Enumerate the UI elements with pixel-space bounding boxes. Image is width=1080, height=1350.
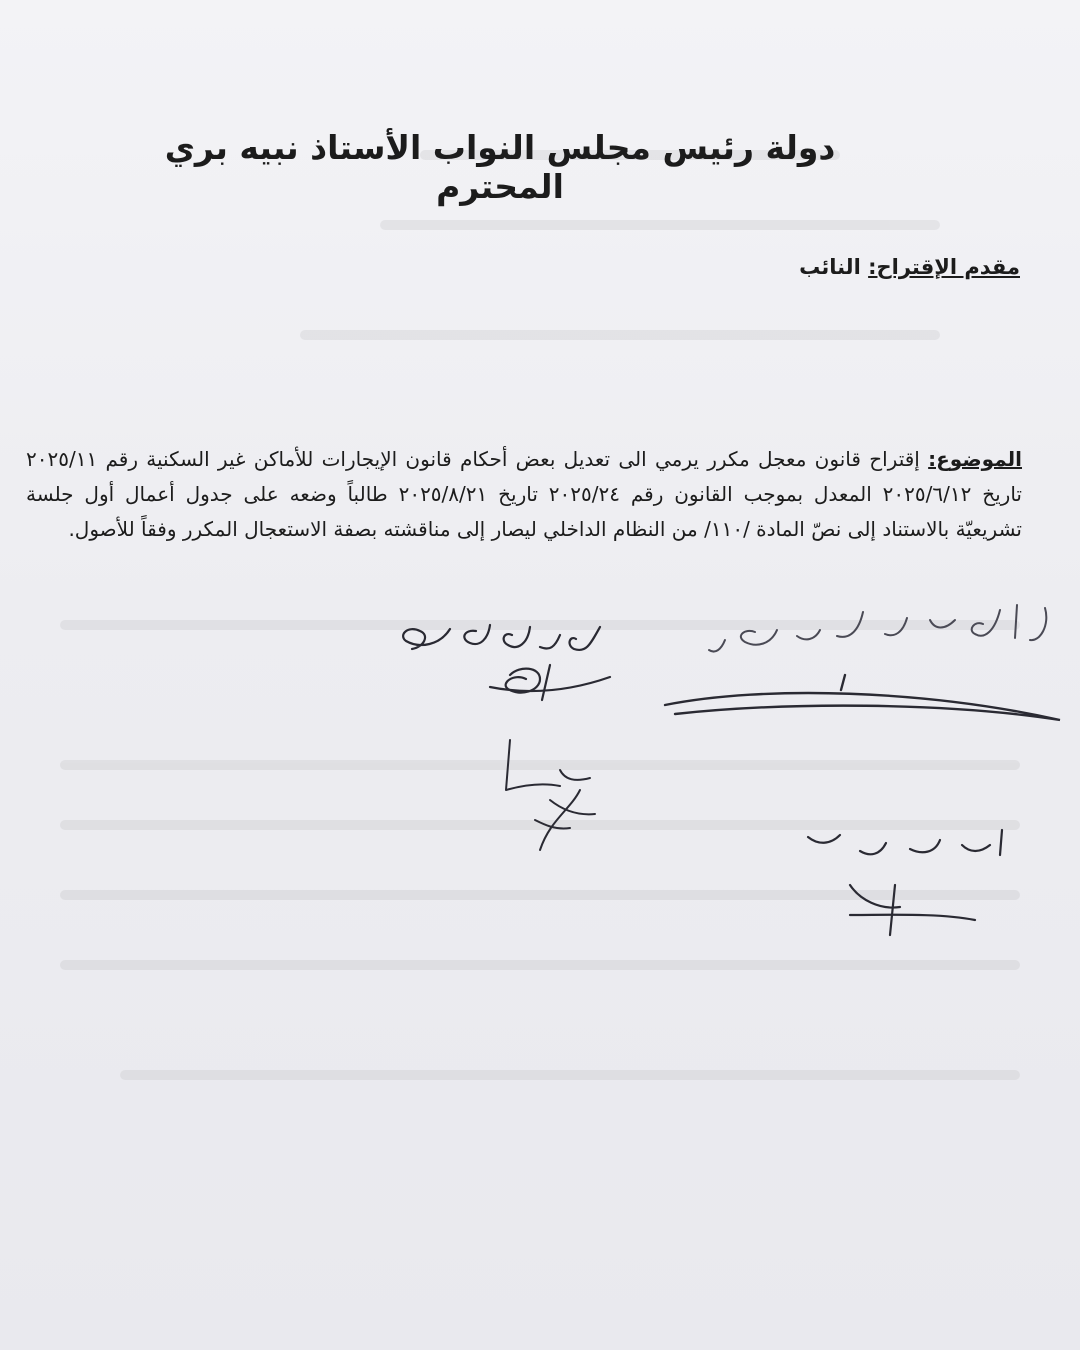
proposer-label: مقدم الإقتراح: xyxy=(868,255,1020,279)
subject-text: إقتراح قانون معجل مكرر يرمي الى تعديل بعض أحكام قانون الإيجارات للأماكن غير السكنية رقم ٢٠٢٥/١١ تاريخ ٢٠٢٥/٦/١٢ المعدل بموجب القانون رقم ٢٠٢٥/٢٤ تاريخ ٢٠٢٥/٨/٢١ طالباً وضعه على جدول أعمال أول جلسة تشريعيّة بالاستناد إلى نصّ المادة /١١٠/ من النظام الداخلي ليصار إلى مناقشته بصفة الاستعجال المكرر وفقاً للأصول. xyxy=(26,447,1022,541)
signature-center xyxy=(480,730,620,870)
signature-ahmad-rustom xyxy=(790,815,1020,945)
proposer-value: النائب xyxy=(799,255,861,279)
signature-ashraf-rifi xyxy=(645,590,1075,740)
subject-paragraph xyxy=(26,442,1022,547)
subject-label: الموضوع: xyxy=(928,447,1022,471)
addressee-title: دولة رئيس مجلس النواب الأستاذ نبيه بري المحترم xyxy=(164,128,836,206)
proposer-line xyxy=(799,255,1020,279)
signature-waleed-baarini xyxy=(390,605,620,715)
